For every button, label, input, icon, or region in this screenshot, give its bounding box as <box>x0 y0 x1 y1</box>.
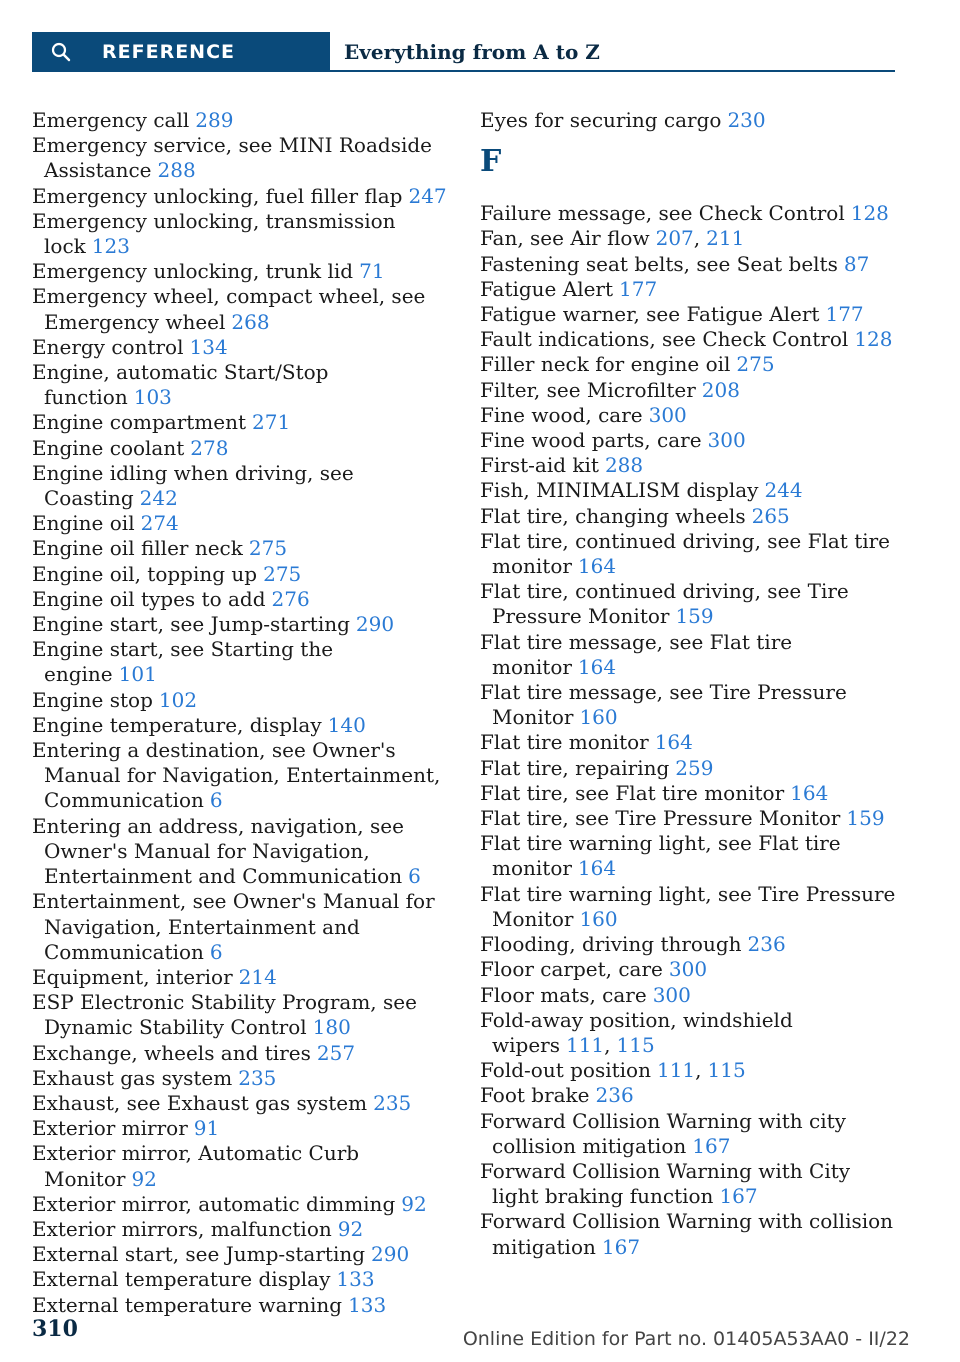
page-link[interactable]: 91 <box>193 1116 220 1141</box>
page-link[interactable]: 133 <box>348 1292 387 1317</box>
index-entry <box>32 1293 452 1318</box>
index-term: Exterior mirror <box>32 1116 188 1141</box>
page-link[interactable]: 128 <box>854 327 893 352</box>
index-term: Energy control <box>32 334 184 359</box>
index-entry <box>480 252 900 277</box>
index-entry <box>480 453 900 478</box>
index-entry <box>480 756 900 781</box>
page-link[interactable]: 92 <box>337 1216 364 1241</box>
index-term: Engine coolant <box>32 435 185 460</box>
index-term: Exhaust, see Exhaust gas system <box>32 1090 368 1115</box>
index-term: Filter, see Microfilter <box>480 377 696 402</box>
index-term: Engine compartment <box>32 410 247 435</box>
index-term: Flat tire monitor <box>480 730 649 755</box>
index-entry <box>32 1141 452 1191</box>
index-entry: Fan, see Air flow 207, 211 <box>480 226 745 251</box>
index-entry <box>480 932 900 957</box>
index-entry <box>32 284 452 334</box>
index-entry <box>32 814 452 890</box>
index-entry <box>32 1116 452 1141</box>
page-link[interactable]: 123 <box>91 234 130 259</box>
index-entry <box>32 1242 452 1267</box>
page-link[interactable]: 167 <box>601 1234 641 1259</box>
page-link[interactable]: 235 <box>373 1090 412 1115</box>
index-entry <box>480 957 900 982</box>
index-term: Engine, automatic Start/Stop function <box>32 360 329 410</box>
index-entry <box>480 781 900 806</box>
page-link[interactable]: 180 <box>312 1015 351 1040</box>
index-entry <box>480 680 900 730</box>
index-entry <box>480 201 900 226</box>
index-entry <box>32 1091 452 1116</box>
page-link[interactable]: 6 <box>209 939 223 964</box>
index-term: Exterior mirrors, malfunction <box>32 1216 332 1241</box>
index-term: Fold-out position <box>480 1058 651 1083</box>
index-entry <box>480 831 900 881</box>
index-term: Filler neck for engine oil <box>480 352 731 377</box>
index-entry <box>480 1109 900 1159</box>
page-link[interactable]: 300 <box>668 957 708 982</box>
page-link[interactable]: 164 <box>790 780 829 805</box>
page-link[interactable]: 290 <box>355 612 395 637</box>
index-term: Engine oil <box>32 511 135 536</box>
index-entry <box>32 259 452 284</box>
index-entry: Fold-out position 111, 115 <box>480 1058 746 1083</box>
page-link[interactable]: 265 <box>751 503 790 528</box>
page-link[interactable]: 274 <box>140 511 179 536</box>
index-term: Engine idling when driving, see Coasting <box>32 460 354 511</box>
index-term: Engine start, see Jump-starting <box>32 612 350 637</box>
index-term: Eyes for securing cargo <box>480 108 722 132</box>
page-link[interactable]: 276 <box>271 586 310 611</box>
index-term: Fine wood, care <box>480 402 643 427</box>
page-link[interactable]: 236 <box>747 932 786 957</box>
index-term: Entering an address, navigation, see Owner's Manual for Navigation, Entertainment and Communication <box>32 813 404 889</box>
index-term: External temperature warning <box>32 1292 343 1317</box>
page-link[interactable]: 257 <box>316 1040 356 1065</box>
index-term: Fault indications, see Check Control <box>480 327 849 352</box>
index-term: Emergency call <box>32 108 190 132</box>
page-link[interactable]: 288 <box>604 453 644 478</box>
index-entry: Fold-away position, windshield wipers 111, 115 <box>480 1007 793 1057</box>
page-link[interactable]: 289 <box>195 108 234 132</box>
index-entry <box>480 108 900 133</box>
index-entry <box>480 806 900 831</box>
index-entry <box>32 1041 452 1066</box>
index-entry <box>32 209 452 259</box>
index-entry <box>32 612 452 637</box>
index-entry <box>32 360 452 410</box>
index-term: Flat tire warning light, see Flat tire monitor <box>480 831 841 881</box>
index-entry <box>32 688 452 713</box>
index-entry <box>480 277 900 302</box>
page-link[interactable]: 164 <box>654 730 693 755</box>
page-link[interactable]: 6 <box>209 788 223 813</box>
index-entry <box>32 436 452 461</box>
index-term: Failure message, see Check Control <box>480 201 845 226</box>
index-term: Flat tire, see Flat tire monitor <box>480 780 785 805</box>
search-icon <box>50 41 72 63</box>
page-link[interactable]: 208 <box>701 377 740 402</box>
page-link[interactable]: 177 <box>619 276 658 301</box>
page-link[interactable]: 111 <box>565 1032 605 1057</box>
index-term: Flat tire, repairing <box>480 755 670 780</box>
page-link[interactable]: 275 <box>736 352 775 377</box>
index-entry <box>32 637 452 687</box>
page-link[interactable]: 133 <box>336 1267 375 1292</box>
page-number: 310 <box>32 1316 78 1342</box>
page-link[interactable]: 111 <box>656 1058 696 1083</box>
page-link[interactable]: 102 <box>158 687 198 712</box>
index-term: Exhaust gas system <box>32 1065 233 1090</box>
section-tab <box>32 32 330 72</box>
index-entry <box>32 587 452 612</box>
index-entry <box>480 983 900 1008</box>
index-term: Entertainment, see Owner's Manual for Navigation, Entertainment and Communication <box>32 889 435 964</box>
page-link[interactable]: 115 <box>616 1032 655 1057</box>
page-link[interactable]: 271 <box>252 410 291 435</box>
page-link[interactable]: 230 <box>727 108 766 132</box>
page-link[interactable]: 275 <box>263 561 302 586</box>
page-link[interactable]: 6 <box>408 864 421 889</box>
page-link[interactable]: 177 <box>825 302 864 327</box>
index-entry <box>32 184 452 209</box>
index-term: Flat tire message, see Tire Pressure Monitor <box>480 680 847 730</box>
index-entry <box>480 1083 900 1108</box>
page-title: Everything from A to Z <box>344 40 600 64</box>
page-link[interactable]: 101 <box>118 662 157 687</box>
page-link[interactable]: 259 <box>675 755 714 780</box>
index-entry <box>32 1267 452 1292</box>
index-entry <box>32 1192 452 1217</box>
index-term: Flat tire, see Tire Pressure Monitor <box>480 806 841 831</box>
index-term: Fan, see Air flow <box>480 226 650 251</box>
page-link[interactable]: 159 <box>846 806 885 831</box>
index-term: Flooding, driving through <box>480 932 742 957</box>
index-term: Flat tire message, see Flat tire monitor <box>480 629 793 679</box>
index-term: Engine stop <box>32 687 153 712</box>
page-link[interactable]: 242 <box>139 486 178 511</box>
page-link[interactable]: 268 <box>231 309 270 334</box>
page-link[interactable]: 140 <box>327 712 366 737</box>
page-link[interactable]: 290 <box>371 1242 410 1267</box>
page-link[interactable]: 300 <box>707 428 746 453</box>
index-entry <box>32 536 452 561</box>
index-entry <box>32 410 452 435</box>
index-term: Fatigue Alert <box>480 276 614 301</box>
page-link[interactable]: 92 <box>401 1191 427 1216</box>
page-link[interactable]: 300 <box>652 982 691 1007</box>
page-link[interactable]: 115 <box>707 1058 746 1083</box>
page-link[interactable]: 159 <box>675 604 714 629</box>
index-entry <box>32 335 452 360</box>
index-term: Exterior mirror, Automatic Curb Monitor <box>32 1141 360 1191</box>
index-term: Flat tire warning light, see Tire Pressure Monitor <box>480 881 896 931</box>
index-term: Fastening seat belts, see Seat belts <box>480 251 838 276</box>
index-entry <box>480 579 900 629</box>
page-link[interactable]: 211 <box>706 226 745 251</box>
index-term: Emergency service, see MINI Roadside Assistance <box>32 133 432 183</box>
page-link[interactable]: 167 <box>719 1184 758 1209</box>
page-link[interactable]: 236 <box>595 1083 634 1108</box>
index-entry <box>32 562 452 587</box>
index-entry <box>32 461 452 511</box>
index-entry <box>32 889 452 965</box>
footer-edition: Online Edition for Part no. 01405A53AA0 - II/22 <box>462 1328 910 1350</box>
index-term: Fatigue warner, see Fatigue Alert <box>480 302 820 327</box>
page-link[interactable]: 164 <box>577 554 617 579</box>
section-label: REFERENCE <box>102 41 236 63</box>
page-header <box>32 32 895 72</box>
index-entry <box>480 882 900 932</box>
index-entry <box>480 428 900 453</box>
page-link[interactable]: 103 <box>133 385 172 410</box>
index-entry <box>480 529 900 579</box>
index-term: Emergency unlocking, transmission lock <box>32 208 396 259</box>
index-term: Engine temperature, display <box>32 712 322 737</box>
index-term: Flat tire, continued driving, see Tire Pressure Monitor <box>480 579 849 629</box>
index-term: External start, see Jump-starting <box>32 1242 366 1267</box>
index-term: Fine wood parts, care <box>480 428 702 453</box>
index-term: Emergency unlocking, fuel filler flap <box>32 183 403 208</box>
index-term: Fish, MINIMALISM display <box>480 478 759 503</box>
index-entry <box>480 403 900 428</box>
index-term: Forward Collision Warning with City light braking function <box>480 1158 851 1209</box>
page-link[interactable]: 278 <box>190 435 229 460</box>
index-entry <box>480 504 900 529</box>
index-entry <box>480 478 900 503</box>
index-term: Exchange, wheels and tires <box>32 1040 311 1065</box>
index-term: Entering a destination, see Owner's Manual for Navigation, Entertainment, Communication <box>32 738 441 813</box>
index-entry <box>480 1209 900 1259</box>
index-term: Engine oil filler neck <box>32 536 243 561</box>
index-entry <box>32 965 452 990</box>
index-entry <box>32 1066 452 1091</box>
page-link[interactable]: 214 <box>238 964 277 989</box>
page-link[interactable]: 167 <box>692 1133 731 1158</box>
index-term: Floor carpet, care <box>480 957 663 982</box>
index-entry <box>32 713 452 738</box>
index-term: Engine oil types to add <box>32 586 266 611</box>
index-term: Flat tire, changing wheels <box>480 503 746 528</box>
index-entry <box>32 133 452 183</box>
page-link[interactable]: 247 <box>408 183 447 208</box>
index-term: Emergency unlocking, trunk lid <box>32 259 354 284</box>
page-link[interactable]: 71 <box>359 259 385 284</box>
page-link[interactable]: 207 <box>655 226 694 251</box>
page-link[interactable]: 300 <box>648 402 687 427</box>
page-link[interactable]: 235 <box>238 1065 277 1090</box>
index-column-right <box>480 108 900 1260</box>
index-column-left <box>32 108 452 1318</box>
index-entry <box>32 511 452 536</box>
page-link[interactable]: 288 <box>157 158 196 183</box>
index-term: External temperature display <box>32 1267 331 1292</box>
page-link[interactable]: 244 <box>764 478 803 503</box>
index-term: Fold-away position, windshield wipers <box>480 1007 793 1057</box>
index-term: Exterior mirror, automatic dimming <box>32 1191 396 1216</box>
index-entry <box>480 378 900 403</box>
page-link[interactable]: 160 <box>579 705 618 730</box>
index-term: Foot brake <box>480 1083 590 1108</box>
index-term: Emergency wheel, compact wheel, see Emergency wheel <box>32 284 426 334</box>
index-term: Floor mats, care <box>480 982 647 1007</box>
page-link[interactable]: 275 <box>248 536 288 561</box>
index-term: ESP Electronic Stability Program, see Dynamic Stability Control <box>32 990 417 1040</box>
page-link[interactable]: 87 <box>843 251 870 276</box>
index-entry <box>480 730 900 755</box>
index-term: Flat tire, continued driving, see Flat tire monitor <box>480 528 891 579</box>
index-term: Forward Collision Warning with city collision mitigation <box>480 1108 846 1158</box>
index-term: Equipment, interior <box>32 964 233 989</box>
index-term: Forward Collision Warning with collision mitigation <box>480 1209 894 1259</box>
index-entry <box>32 1217 452 1242</box>
page-link[interactable]: 164 <box>577 856 617 881</box>
index-entry <box>32 108 452 133</box>
index-entry <box>480 327 900 352</box>
section-letter: F <box>480 144 502 180</box>
index-entry <box>480 302 900 327</box>
index-term: First-aid kit <box>480 453 599 478</box>
index-entry <box>32 738 452 814</box>
page-link[interactable]: 92 <box>131 1166 157 1191</box>
page-link[interactable]: 134 <box>189 334 228 359</box>
header-rule <box>330 70 895 72</box>
page-link[interactable]: 160 <box>579 906 618 931</box>
page-link[interactable]: 164 <box>577 654 617 679</box>
index-entry <box>480 630 900 680</box>
index-entry <box>480 352 900 377</box>
page-link[interactable]: 128 <box>850 201 889 226</box>
index-entry <box>32 990 452 1040</box>
index-term: Engine start, see Starting the engine <box>32 637 334 687</box>
index-term: Engine oil, topping up <box>32 561 258 586</box>
index-entry <box>480 1159 900 1209</box>
